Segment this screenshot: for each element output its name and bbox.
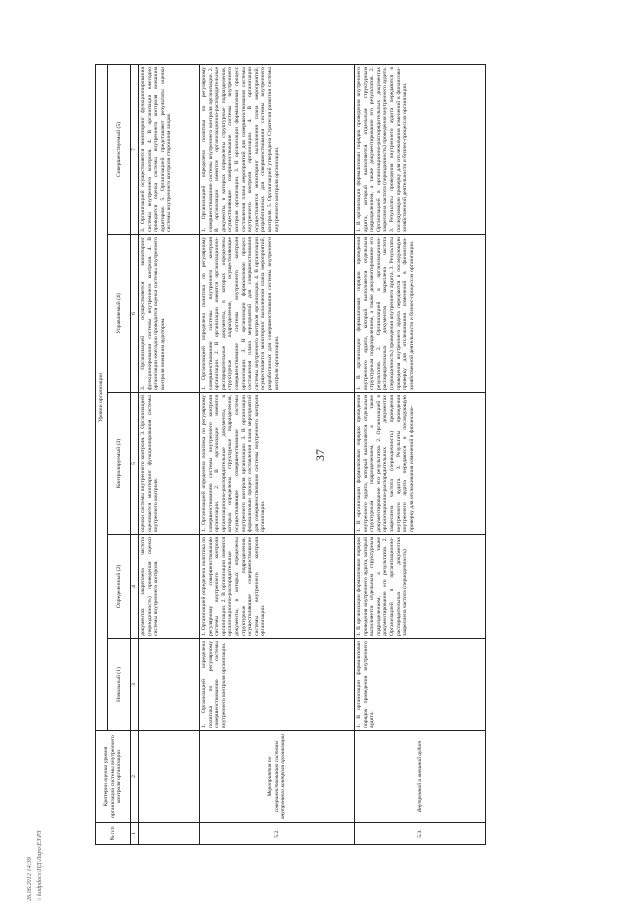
- header-criteria: Критерии оценки уровня организации системы внутреннего контроля организации: [96, 731, 131, 823]
- col-index: 1: [131, 823, 139, 845]
- row-cell: 1. Организацией определена политика по регулярному совершенствованию системы внутреннего контроля организации.: [200, 639, 355, 731]
- row-cell: 1. Организацией определена политика по регулярному совершенствованию системы внутреннего контроля организации. 2. В организации имеются организационно-распорядительные документы, в которых определены структурные подразделения, осуществляющие совершенствование системы внутреннего контроля организации. 3. В организации формализован процесс составления плана мероприятий для совершенствования системы внутреннего контроля организации.: [200, 393, 355, 535]
- row-number: 5.3.: [355, 823, 486, 845]
- row-cell: 1. В организации формализован порядок проведения внутреннего аудита, который выполняется отдельным структурным подразделением, а также документирование его результатов. 2. Организацией в организационно-распорядительных документах закреплена частота (периодичность) проведения внутреннего аудита. 3. Результаты проведения внутреннего аудита передаются в последующую проверку для отслеживания изменений в финансово-хозяйственной деятельности и бизнес-процессах организации.: [355, 235, 486, 393]
- col-index: 7: [131, 64, 139, 234]
- row-criterion: [139, 731, 200, 823]
- criteria-table: [95, 64, 486, 845]
- row-number: [139, 823, 200, 845]
- header-level-1: Начальный (1): [108, 639, 131, 731]
- header-levels-title: Уровни организации: [96, 64, 108, 730]
- document-footer: [25, 761, 47, 901]
- footer-path: \\ kodpdocs\ПД\Ларо\ЕЗ\РЗ: [36, 830, 43, 901]
- footer-timestamp: 26.06.2012 14:39: [26, 857, 33, 901]
- header-level-4: Управляемый (4): [108, 235, 131, 393]
- column-index-row: [131, 64, 139, 844]
- row-cell: 1. В организации формализован порядок проведения внутреннего аудита, который выполняется отдельным структурным подразделением, а также документирование его результатов. 2. Организацией в организационно-распорядительных документах закреплена частота (периодичность) проведения внутреннего аудита. 3. Результаты проведения внутреннего аудита передаются в последующую проверку для отслеживания изменений в финансово-: [355, 393, 486, 535]
- row-cell: 1. В организации формализован порядок проведения внутреннего аудита.: [355, 639, 486, 731]
- row-criterion: Мероприятия по совершенствованию системы внутреннего контроля организации: [200, 731, 355, 823]
- table-row: [200, 64, 355, 844]
- rotated-table-container: [95, 65, 605, 845]
- row-cell: документах закреплена частота (периодичность) проведения оценки системы внутреннего контроля.: [139, 535, 200, 639]
- header-level-3: Контролируемый (3): [108, 393, 131, 535]
- row-cell: [139, 639, 200, 731]
- row-cell: 3. Организацией осуществляется мониторинг функционирования системы внутреннего контроля. 4. В организации ежегодно проводится оценка системы внутреннего контроля внешним аудитором.: [139, 235, 200, 393]
- row-cell: 1. Организацией определена политика по регулярному совершенствованию системы внутреннего контроля организации. 2. В организации имеются организационно-распорядительные документы, в которых определены структурные подразделения, осуществляющие совершенствование системы внутреннего контроля организации. 3. В организации формализован процесс составления плана мероприятий для совершенствования системы внутреннего контроля организации. 4. В организации осуществляется мониторинг выполнения плана мероприятий, разработанных для совершенствования системы внутреннего контроля. 5. Организацией утверждена Стратегия развития системы внутреннего контроля организации.: [200, 64, 355, 234]
- header-row-1: [96, 64, 108, 844]
- col-index: 2: [131, 731, 139, 823]
- header-level-2: Определенный (2): [108, 535, 131, 639]
- col-index: 4: [131, 535, 139, 639]
- row-criterion: Внутренний и внешний аудит: [355, 731, 486, 823]
- table-row: [139, 64, 200, 844]
- row-cell: 1. Организацией определена политика по регулярному совершенствованию системы внутреннего контроля организации. 2. В организации имеются организационно-распорядительные документы, в которых определены структурные подразделения, осуществляющие совершенствование системы внутреннего контроля организации. 3. В организации формализован процесс составления плана мероприятий для совершенствования системы внутреннего контроля организации. 4. В организации осуществляется мониторинг выполнения плана мероприятий, разработанных для совершенствования системы внутреннего контроля организации.: [200, 235, 355, 393]
- col-index: 5: [131, 393, 139, 535]
- row-cell: 1. Организацией определена политика по регулярному совершенствованию системы внутреннего контроля организации. 2. В организации имеются организационно-распорядительные документы, в которых определены структурные подразделения, осуществляющие совершенствование системы внутреннего контроля организации.: [200, 535, 355, 639]
- row-number: 5.2.: [200, 823, 355, 845]
- header-number: № п/п: [96, 823, 131, 845]
- page-number: 37: [313, 449, 327, 461]
- col-index: 6: [131, 235, 139, 393]
- row-cell: оценки системы внутреннего контроля. 3. Организацией оценивается мониторинг функционирования системы внутреннего контроля.: [139, 393, 200, 535]
- table-row: [355, 64, 486, 844]
- header-level-5: Совершенствуемый (5): [108, 64, 131, 234]
- header-row-2: [108, 64, 131, 844]
- row-cell: 1. В организации формализован порядок проведения внутреннего аудита, который выполняется отдельным структурным подразделением, а также документирование его результатов. 2. Организацией в организационно-распорядительных документах закреплена частота (периодичность) проведения внутреннего аудита. 3. Результаты проведения внутреннего аудита передаются в последующую проверку для отслеживания изменений в финансово-хозяйственной деятельности и бизнес-процессах организации.: [355, 64, 486, 234]
- col-index: 3: [131, 639, 139, 731]
- row-cell: 1. В организации формализован порядок проведения внутреннего аудита, который выполняется отдельным структурным подразделением, а также документирование его результатов. 2. Организацией в организационно-распорядительных документах закреплена частота (периодичность): [355, 535, 486, 639]
- row-cell: 3. Организацией осуществляется мониторинг функционирования системы внутреннего контроля. 4. В организации ежегодно проводится оценка системы внутреннего контроля внешним аудитором. 5. Организацией представляет результаты оценки системы внутреннего контроля сторонним лицам.: [139, 64, 200, 234]
